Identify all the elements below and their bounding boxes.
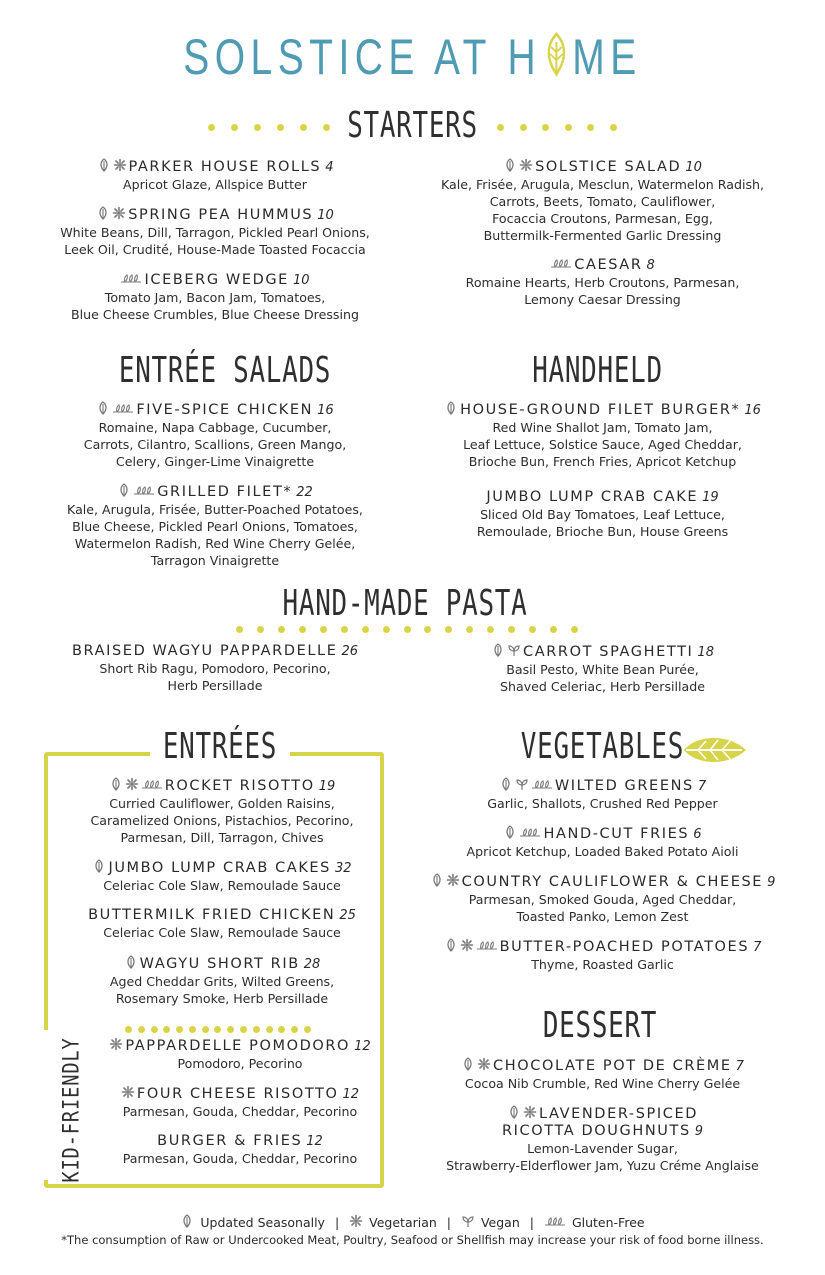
item-name-line: [62, 907, 382, 924]
item-description: Remoulade, Brioche Bun, House Greens: [476, 524, 729, 539]
item-price: 7: [697, 779, 707, 794]
item-name: BRAISED WAGYU PAPPARDELLE: [71, 643, 338, 659]
legend-vegetarian: Vegetarian: [369, 1215, 437, 1230]
leaf-icon: [499, 777, 513, 791]
brand-title-part2: ME: [572, 29, 642, 85]
legend-separator: |: [334, 1215, 340, 1230]
leaf-decoration-icon: [682, 733, 748, 767]
menu-item: [30, 643, 400, 694]
item-name-line: [30, 401, 400, 419]
item-description: Carrots, Beets, Tomato, Cauliflower,: [489, 194, 716, 209]
item-description: Thyme, Roasted Garlic: [531, 957, 674, 972]
flower-icon: [523, 1105, 537, 1119]
item-price: 28: [303, 957, 321, 972]
item-price: 7: [753, 940, 762, 955]
item-description: Blue Cheese, Pickled Pearl Onions, Tomatoes,: [72, 519, 358, 534]
item-name: HOUSE-GROUND FILET BURGER*: [460, 402, 741, 418]
legend-gluten-free: Gluten-Free: [571, 1215, 645, 1230]
legend-separator: |: [529, 1215, 534, 1230]
menu-item: [30, 271, 400, 323]
leaf-icon: [444, 938, 458, 952]
leaf-icon: [503, 158, 517, 172]
flower-icon: [113, 158, 127, 172]
item-description: Cocoa Nib Crumble, Red Wine Cherry Gelée: [464, 1076, 741, 1091]
item-description: Celery, Ginger-Lime Vinaigrette: [115, 454, 315, 469]
sprout-icon: [507, 643, 521, 657]
menu-item: [62, 907, 382, 941]
item-name: PARKER HOUSE ROLLS: [128, 159, 322, 175]
dietary-legend: [0, 1214, 825, 1230]
brand-title-part1: SOLSTICE AT H: [183, 29, 542, 85]
menu-item: [415, 158, 790, 244]
dots-starters-left: [208, 124, 330, 131]
item-description: Garlic, Shallots, Crushed Red Pepper: [487, 796, 718, 811]
brand-title: [91, 28, 735, 86]
item-description: Parmesan, Gouda, Cheddar, Pecorino: [122, 1151, 358, 1166]
item-description: Blue Cheese Crumbles, Blue Cheese Dressing: [71, 307, 359, 322]
item-description: Tomato Jam, Bacon Jam, Tomatoes,: [104, 290, 326, 305]
flower-icon: [477, 1057, 491, 1071]
item-name-line: [62, 955, 382, 973]
dots-pasta: [236, 626, 578, 633]
item-description: Apricot Glaze, Allspice Butter: [123, 177, 307, 192]
item-price: 6: [693, 827, 702, 842]
item-name: BURGER & FRIES: [157, 1133, 303, 1149]
item-description: Herb Persillade: [167, 678, 263, 693]
item-name-line: [415, 643, 790, 661]
item-name-continued: RICOTTA DOUGHNUTS: [501, 1123, 691, 1139]
wheat-icon: [550, 256, 572, 270]
item-name: SOLSTICE SALAD: [535, 159, 682, 175]
item-description: Parmesan, Gouda, Cheddar, Pecorino: [122, 1104, 358, 1119]
disclaimer: *The consumption of Raw or Undercooked Meat, Poultry, Seafood or Shellfish may increase your risk of food borne illness.: [61, 1233, 764, 1247]
item-description: Brioche Bun, French Fries, Apricot Ketchup: [468, 454, 737, 469]
item-description: Romaine Hearts, Herb Croutons, Parmesan,: [465, 275, 740, 290]
item-price: 22: [296, 485, 313, 500]
section-title-starters: STARTERS: [347, 105, 478, 146]
leaf-logo-icon: [541, 32, 572, 80]
item-name-line: [415, 1057, 790, 1075]
item-name: JUMBO LUMP CRAB CAKES: [108, 860, 331, 876]
item-description: Red Wine Shallot Jam, Tomato Jam,: [492, 420, 713, 435]
item-price: 9: [767, 875, 776, 890]
menu-item: [30, 401, 400, 470]
item-description: Short Rib Ragu, Pomodoro, Pecorino,: [99, 661, 331, 676]
item-name: COUNTRY CAULIFLOWER & CHEESE: [461, 874, 764, 890]
item-price: 26: [341, 644, 359, 659]
wheat-icon: [519, 825, 541, 839]
item-price: 16: [317, 403, 334, 418]
menu-item: [30, 158, 400, 193]
item-name: BUTTER-POACHED POTATOES: [499, 939, 750, 955]
menu-item: [30, 483, 400, 569]
sprout-icon: [461, 1214, 475, 1228]
item-description: Carrots, Cilantro, Scallions, Green Mango,: [83, 437, 347, 452]
leaf-icon: [92, 859, 106, 873]
item-description: Pomodoro, Pecorino: [177, 1056, 303, 1071]
item-name-line: [415, 825, 790, 843]
item-name: WAGYU SHORT RIB: [139, 956, 300, 972]
leaf-icon: [97, 158, 111, 172]
item-price: 7: [735, 1059, 744, 1074]
item-price: 4: [325, 160, 334, 175]
item-description: Shaved Celeriac, Herb Persillade: [500, 679, 705, 694]
leaf-icon: [117, 483, 131, 497]
item-description: Kale, Frisée, Arugula, Mesclun, Watermelon Radish,: [440, 177, 765, 192]
menu-item: [62, 777, 382, 846]
dots-kid-friendly: [125, 1026, 311, 1033]
item-description: Focaccia Croutons, Parmesan, Egg,: [492, 211, 713, 226]
leaf-icon: [96, 206, 110, 220]
section-title-entree-salads: ENTRÉE SALADS: [118, 350, 332, 391]
item-description: Curried Cauliflower, Golden Raisins,: [109, 796, 335, 811]
legend-vegan: Vegan: [480, 1215, 520, 1230]
item-description: Parmesan, Smoked Gouda, Aged Cheddar,: [468, 892, 737, 907]
item-description: Sliced Old Bay Tomatoes, Leaf Lettuce,: [480, 507, 725, 522]
item-description: Rosemary Smoke, Herb Persillade: [115, 991, 329, 1006]
item-name-line: [80, 1133, 400, 1150]
flower-icon: [125, 777, 139, 791]
wheat-icon: [531, 777, 553, 791]
item-name: GRILLED FILET*: [157, 484, 293, 500]
menu-item: [415, 1105, 790, 1174]
item-price: 12: [342, 1087, 360, 1102]
item-description: Apricot Ketchup, Loaded Baked Potato Aioli: [466, 844, 739, 859]
item-name: CHOCOLATE POT DE CRÈME: [493, 1058, 732, 1074]
item-name: CAESAR: [574, 257, 643, 273]
leaf-icon: [430, 873, 444, 887]
item-name-line: [415, 777, 790, 795]
section-title-vegetables: VEGETABLES: [520, 726, 685, 767]
item-price: 10: [685, 160, 702, 175]
leaf-icon: [444, 401, 458, 415]
item-name: ICEBERG WEDGE: [144, 272, 289, 288]
item-description: Lemon-Lavender Sugar,: [527, 1141, 678, 1156]
flower-icon: [121, 1085, 135, 1099]
item-name: WILTED GREENS: [554, 778, 694, 794]
menu-item: [62, 955, 382, 1007]
menu-item: [415, 489, 790, 540]
menu-item: [415, 401, 790, 470]
item-name-line: [30, 643, 400, 660]
leaf-icon: [124, 955, 138, 969]
item-description: White Beans, Dill, Tarragon, Pickled Pearl Onions,: [60, 225, 370, 240]
item-name: FOUR CHEESE RISOTTO: [136, 1086, 339, 1102]
menu-item: [415, 1057, 790, 1092]
item-description: Parmesan, Dill, Tarragon, Chives: [120, 830, 324, 845]
item-price: 25: [339, 908, 356, 923]
menu-item: [415, 825, 790, 860]
item-name-line: [415, 489, 790, 506]
leaf-icon: [461, 1057, 475, 1071]
item-description: Lemony Caesar Dressing: [524, 292, 681, 307]
menu-item: [415, 643, 790, 695]
section-title-dessert: DESSERT: [542, 1005, 658, 1046]
item-name-line: [30, 271, 400, 289]
flower-icon: [460, 938, 474, 952]
item-price: 18: [697, 645, 714, 660]
item-description: Romaine, Napa Cabbage, Cucumber,: [98, 420, 332, 435]
item-price: 32: [335, 861, 352, 876]
item-description: Basil Pesto, White Bean Purée,: [506, 662, 699, 677]
item-description: Caramelized Onions, Pistachios, Pecorino,: [90, 813, 354, 828]
item-name-line: [415, 158, 790, 176]
menu-item: [80, 1085, 400, 1120]
item-name: FIVE-SPICE CHICKEN: [136, 402, 314, 418]
item-price: 16: [744, 403, 761, 418]
item-name-line: [415, 873, 790, 891]
menu-item: [415, 777, 790, 812]
item-description: Toasted Panko, Lemon Zest: [516, 909, 689, 924]
item-price: 10: [317, 208, 334, 223]
wheat-icon: [120, 271, 142, 285]
flower-icon: [109, 1037, 123, 1051]
wheat-icon: [141, 777, 163, 791]
item-name-line: [62, 859, 382, 877]
item-name-line: [415, 401, 790, 419]
menu-item: [415, 256, 790, 308]
item-name-line: [30, 158, 400, 176]
item-name: LAVENDER-SPICED: [538, 1106, 699, 1122]
section-title-pasta: HAND-MADE PASTA: [282, 583, 528, 624]
item-price: 19: [702, 490, 719, 505]
item-name-line: [30, 483, 400, 501]
item-name-line: [62, 777, 382, 795]
legend-seasonal: Updated Seasonally: [200, 1215, 325, 1230]
wheat-icon: [112, 401, 134, 415]
item-price: 9: [694, 1124, 704, 1139]
item-name: SPRING PEA HUMMUS: [128, 207, 314, 223]
flower-icon: [519, 158, 533, 172]
item-description: Strawberry-Elderflower Jam, Yuzu Créme Anglaise: [446, 1158, 759, 1173]
item-price: 10: [292, 273, 310, 288]
item-price: 8: [646, 258, 655, 273]
item-name-line: [415, 938, 790, 956]
menu-item: [62, 859, 382, 894]
flower-icon: [349, 1214, 363, 1228]
item-name: JUMBO LUMP CRAB CAKE: [486, 489, 699, 505]
wheat-icon: [133, 483, 155, 497]
item-name-line: [30, 206, 400, 224]
section-title-entrees: ENTRÉES: [162, 726, 278, 767]
item-price: 12: [306, 1134, 323, 1149]
menu-item: [80, 1037, 400, 1072]
item-name: CARROT SPAGHETTI: [523, 644, 694, 660]
item-name: PAPPARDELLE POMODORO: [125, 1038, 351, 1054]
menu-item: [30, 206, 400, 258]
item-name-line: [415, 1105, 790, 1140]
leaf-icon: [109, 777, 123, 791]
dots-starters-right: [497, 124, 617, 131]
item-price: 19: [318, 779, 336, 794]
menu-item: [415, 873, 790, 925]
leaf-icon: [507, 1105, 521, 1119]
item-description: Aged Cheddar Grits, Wilted Greens,: [109, 974, 335, 989]
item-name-line: [80, 1037, 400, 1055]
legend-separator: |: [446, 1215, 451, 1230]
item-description: Kale, Arugula, Frisée, Butter-Poached Potatoes,: [67, 502, 363, 517]
wheat-icon: [544, 1214, 566, 1228]
leaf-icon: [180, 1214, 194, 1228]
item-description: Leek Oil, Crudité, House-Made Toasted Focaccia: [64, 242, 366, 257]
item-name-line: [80, 1085, 400, 1103]
item-name-line: [415, 256, 790, 274]
leaf-icon: [491, 643, 505, 657]
section-title-handheld: HANDHELD: [532, 350, 663, 391]
wheat-icon: [476, 938, 498, 952]
item-description: Watermelon Radish, Red Wine Cherry Gelée,: [74, 536, 356, 551]
menu-item: [80, 1133, 400, 1167]
item-description: Leaf Lettuce, Solstice Sauce, Aged Cheddar,: [463, 437, 742, 452]
sprout-icon: [515, 777, 529, 791]
item-description: Celeriac Cole Slaw, Remoulade Sauce: [103, 878, 341, 893]
item-name: HAND-CUT FRIES: [543, 826, 690, 842]
kid-friendly-text: KID-FRIENDLY: [59, 1037, 85, 1183]
menu-item: [415, 938, 790, 973]
item-description: Celeriac Cole Slaw, Remoulade Sauce: [103, 925, 341, 940]
item-name: ROCKET RISOTTO: [164, 778, 315, 794]
leaf-icon: [96, 401, 110, 415]
flower-icon: [112, 206, 126, 220]
leaf-icon: [503, 825, 517, 839]
item-description: Tarragon Vinaigrette: [150, 553, 280, 568]
flower-icon: [446, 873, 460, 887]
item-price: 12: [354, 1039, 371, 1054]
item-description: Buttermilk-Fermented Garlic Dressing: [483, 228, 722, 243]
item-name: BUTTERMILK FRIED CHICKEN: [88, 907, 336, 923]
